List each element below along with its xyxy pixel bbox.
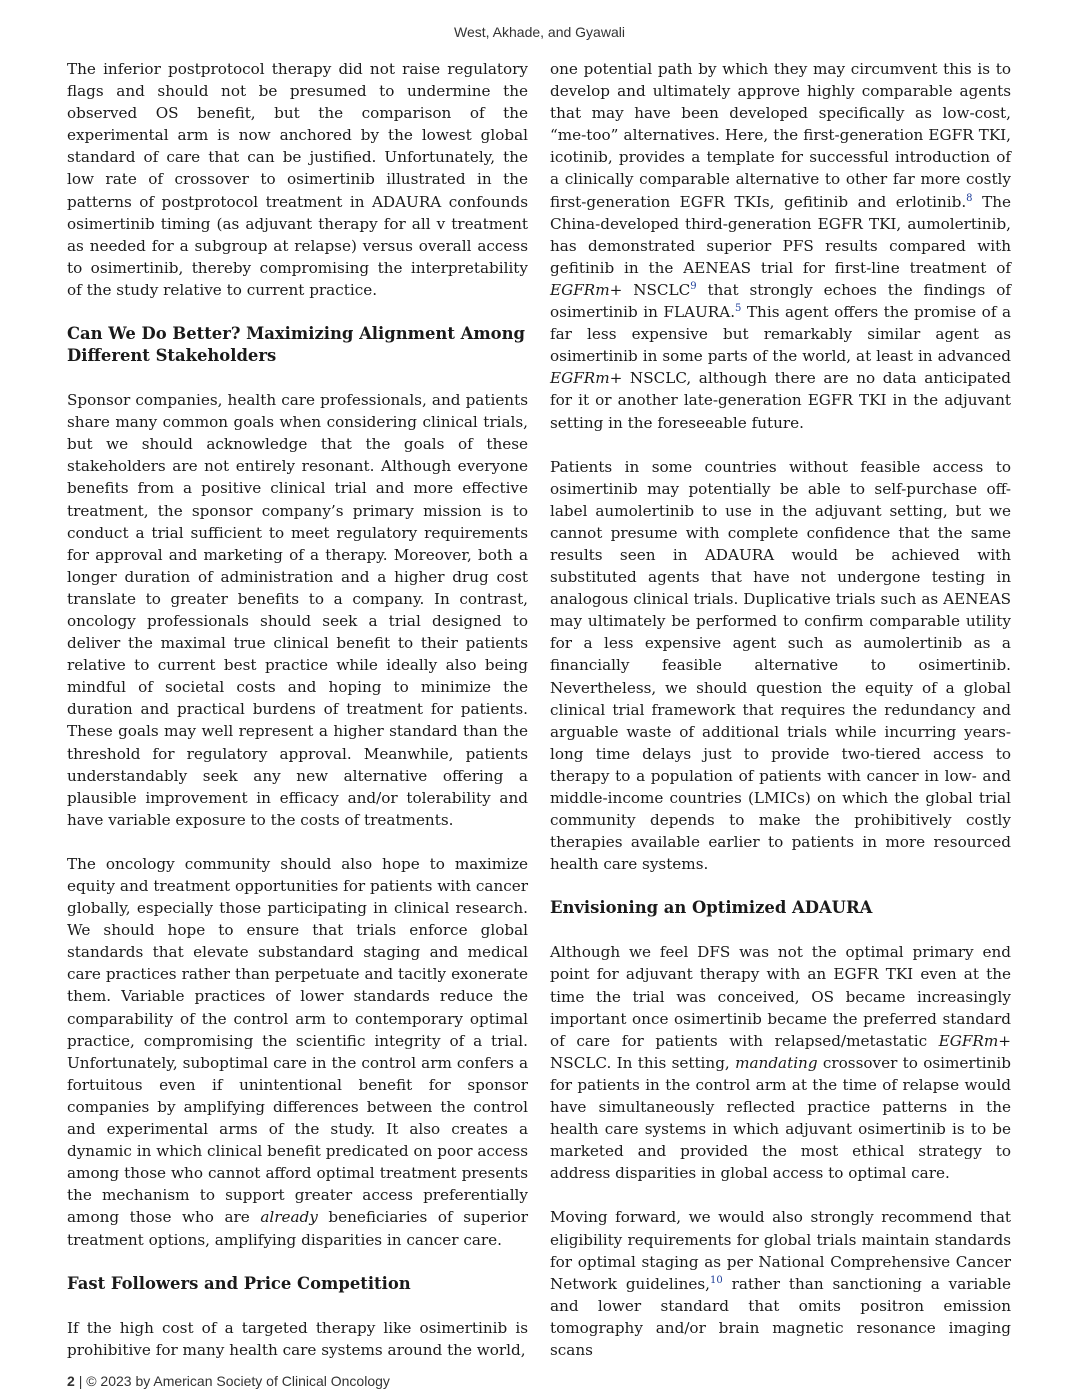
- reference-link[interactable]: 5: [735, 302, 742, 314]
- paragraph: The inferior postprotocol therapy did not raise regulatory flags and should not be presumed to undermine the observed OS benefit, but the comparison of the experimental arm is now anchored by the lowest global standard of care that can be justified. Unfortunately, the low rate of crossover to osimertinib illustrated in the patterns of postprotocol treatment in ADAURA confounds osimertinib timing (as adjuvant therapy for all v treatment as needed for a subgroup at relapse) versus overall access to osimertinib, thereby compromising the interpretability of the study relative to current practice.: [67, 60, 528, 299]
- section-heading: Envisioning an Optimized ADAURA: [550, 898, 873, 918]
- text-run: The China-developed third-generation EGFR TKI, aumolertinib, has demonstrated superior PFS results compared with gefitinib in the AENEAS trial for first-line treatment of: [550, 192, 1011, 277]
- emphasis: EGFRm+: [550, 369, 623, 388]
- emphasis: mandating: [735, 1053, 818, 1072]
- reference-link[interactable]: 10: [710, 1274, 723, 1286]
- text-run: Moving forward, we would also strongly recommend that eligibility requirements for global trials maintain standards for optimal staging as per National Comprehensive Cancer Network guidelines,: [550, 1208, 1011, 1293]
- paragraph: [550, 1206, 1011, 1361]
- emphasis: already: [260, 1208, 318, 1227]
- section-heading: Can We Do Better? Maximizing Alignment Among Different Stakeholders: [67, 324, 525, 366]
- page-footer: [67, 1373, 390, 1389]
- paragraph: Sponsor companies, health care professionals, and patients share many common goals when considering clinical trials, but we should acknowledge that the goals of these stakeholders are not entirely resonant. Although everyone benefits from a positive clinical trial and more effective treatment, the sponsor company’s primary mission is to conduct a trial sufficient to meet regulatory requirements for approval and marketing of a therapy. Moreover, both a longer duration of administration and a higher drug cost translate to greater benefits to a company. In contrast, oncology professionals should seek a trial designed to deliver the maximal true clinical benefit to their patients relative to current best practice while ideally also being mindful of societal costs and hoping to minimize the duration and practical burdens of treatment for patients. These goals may well represent a higher standard than the threshold for regulatory approval. Meanwhile, patients understandably seek any new alternative offering a plausible improvement in efficacy and/or tolerability and have variable exposure to the costs of treatments.: [67, 391, 528, 829]
- text-run: NSCLC: [622, 280, 691, 299]
- text-run: one potential path by which they may circumvent this is to develop and ultimately approve highly comparable agents that may have been developed specifically as low-cost, “me-too” alternatives. Here, the first-generation EGFR TKI, icotinib, provides a template for successful introduction of a clinically comparable alternative to other far more costly first-generation EGFR TKIs, gefitinib and erlotinib.: [550, 60, 1011, 211]
- text-run: The oncology community should also hope to maximize equity and treatment opportunities for patients with cancer globally, especially those participating in clinical research. We should hope to ensure that trials enforce global standards that elevate substandard staging and medical care practices rather than perpetuate and tacitly exonerate them. Variable practices of lower standards reduce the comparability of the control arm to contemporary optimal practice, compromising the scientific integrity of a trial. Unfortunately, suboptimal care in the control arm confers a fortuitous even if unintentional benefit for sponsor companies by amplifying differences between the control and experimental arms of the study. It also creates a dynamic in which clinical benefit predicated on poor access among those who cannot afford optimal treatment presents the mechanism to support greater access preferentially among those who are: [67, 854, 528, 1227]
- text-run: rather than sanctioning a variable and lower standard that omits positron emission tomography and/or brain magnetic resonance imaging scans: [550, 1274, 1011, 1359]
- footer-separator: |: [78, 1373, 83, 1389]
- text-run: This agent offers the promise of a far less expensive but remarkably similar agent as osimertinib in some parts of the world, at least in advanced: [550, 303, 1012, 366]
- emphasis: EGFRm+: [550, 280, 623, 299]
- text-run: that strongly echoes the findings of osimertinib in FLAURA.: [550, 280, 1011, 322]
- text-run: NSCLC. In this setting,: [550, 1053, 736, 1072]
- running-head: West, Akhade, and Gyawali: [454, 24, 625, 40]
- paragraph: [550, 58, 1011, 434]
- text-run: beneficiaries of superior treatment options, amplifying disparities in cancer care.: [67, 1208, 528, 1249]
- copyright-text: © 2023 by American Society of Clinical Oncology: [86, 1373, 390, 1389]
- paragraph: Patients in some countries without feasible access to osimertinib may potentially be able to self-purchase off-label aumolertinib to use in the adjuvant setting, but we cannot presume with complete confidence that the same results seen in ADAURA would be achieved with substituted agents that have not undergone testing in analogous clinical trials. Duplicative trials such as AENEAS may ultimately be performed to confirm comparable utility for a less expensive agent such as aumolertinib as a financially feasible alternative to osimertinib. Nevertheless, we should question the equity of a global clinical trial framework that requires the redundancy and arguable waste of additional trials while incurring years-long time delays just to provide two-tiered access to therapy to a population of patients with cancer in low- and middle-income countries (LMICs) on which the global trial community depends to make the prohibitively costly therapies available earlier to patients in more resourced health care systems.: [550, 457, 1011, 874]
- text-run: Although we feel DFS was not the optimal primary end point for adjuvant therapy with an EGFR TKI even at the time the trial was conceived, OS became increasingly important once osimertinib became the preferred standard of care for patients with relapsed/metastatic: [550, 943, 1011, 1050]
- text-run: crossover to osimertinib for patients in the control arm at the time of relapse would have simultaneously reflected practice patterns in the health care systems in which adjuvant osimertinib is to be marketed and provided the most ethical strategy to address disparities in global access to optimal care.: [550, 1053, 1011, 1183]
- section-heading: Fast Followers and Price Competition: [67, 1273, 411, 1293]
- left-column: [67, 58, 528, 1383]
- reference-link[interactable]: 8: [966, 192, 973, 204]
- text-run: NSCLC, although there are no data anticipated for it or another late-generation EGFR TKI in the adjuvant setting in the foreseeable future.: [550, 369, 1011, 432]
- paragraph: If the high cost of a targeted therapy like osimertinib is prohibitive for many health care systems around the world,: [67, 1318, 528, 1359]
- emphasis: EGFRm+: [938, 1031, 1011, 1050]
- paragraph: [67, 853, 528, 1251]
- right-column: [550, 58, 1011, 1383]
- page-number: 2: [67, 1373, 75, 1389]
- paragraph: [550, 941, 1011, 1184]
- reference-link[interactable]: 9: [690, 280, 697, 292]
